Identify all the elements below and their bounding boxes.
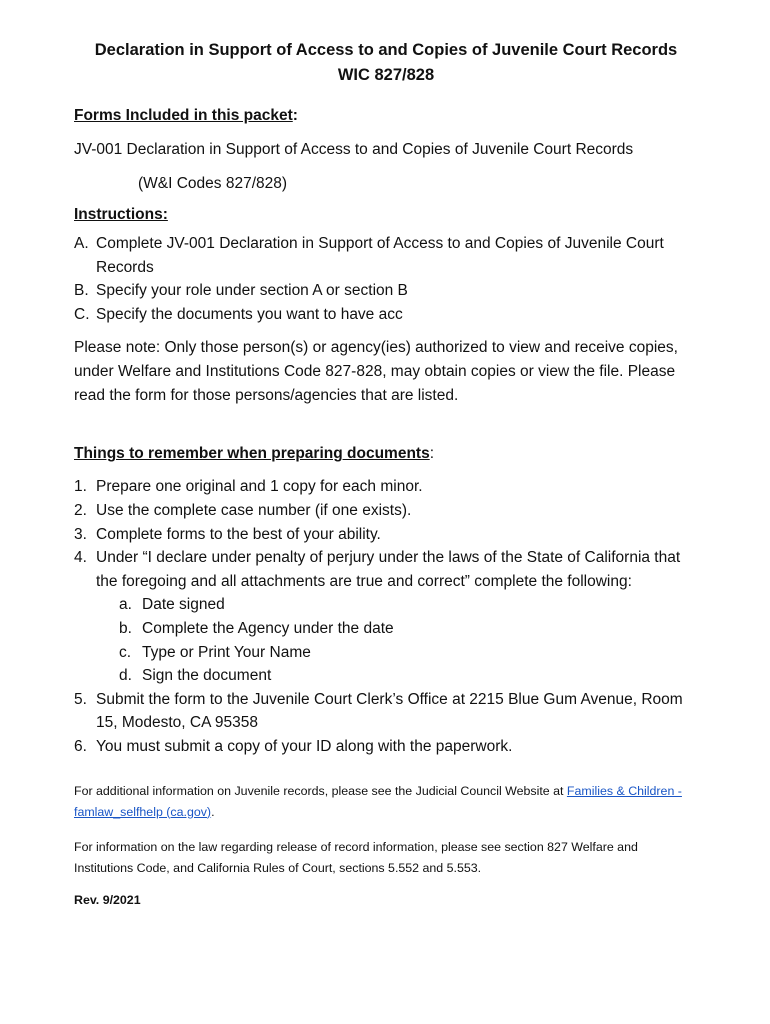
substep-marker: b. bbox=[119, 619, 132, 637]
step-marker: 5. bbox=[74, 690, 87, 708]
step-item bbox=[74, 688, 698, 735]
instructions-list bbox=[74, 232, 698, 326]
remember-heading-line bbox=[74, 442, 698, 466]
substep-item bbox=[119, 617, 698, 641]
substep-item bbox=[119, 641, 698, 665]
step-text: Use the complete case number (if one exists). bbox=[96, 501, 412, 519]
step-marker: 3. bbox=[74, 525, 87, 543]
substeps-list bbox=[119, 593, 698, 687]
substep-text: Date signed bbox=[142, 596, 225, 614]
additional-info bbox=[74, 781, 698, 823]
step-marker: 1. bbox=[74, 478, 87, 496]
step-item bbox=[74, 523, 698, 547]
law-info: For information on the law regarding release of record information, please see section 827 Welfare and Institutions Code, and California Rules of Court, sections 5.552 and 5.553. bbox=[74, 839, 638, 875]
substep-marker: a. bbox=[119, 596, 132, 614]
instruction-text: Complete JV-001 Declaration in Support of Access to and Copies of Juvenile Court Records bbox=[96, 235, 664, 276]
substep-text: Sign the document bbox=[142, 667, 272, 685]
remember-heading-colon: : bbox=[429, 445, 435, 463]
substep-text: Type or Print Your Name bbox=[142, 643, 311, 661]
instruction-item bbox=[74, 303, 698, 327]
step-text: Complete forms to the best of your ability. bbox=[96, 525, 381, 543]
remember-heading: Things to remember when preparing documents bbox=[74, 445, 430, 463]
instruction-marker: A. bbox=[74, 235, 89, 252]
document-title bbox=[74, 38, 698, 88]
step-text: Under “I declare under penalty of perjury under the laws of the State of California that the foregoing and all attachments are true and correct” complete the following: bbox=[96, 549, 681, 590]
step-text: You must submit a copy of your ID along with the paperwork. bbox=[96, 737, 513, 755]
title-line-1: Declaration in Support of Access to and Copies of Juvenile Court Records bbox=[94, 41, 678, 59]
instructions-heading: Instructions: bbox=[74, 206, 168, 223]
steps-list bbox=[74, 475, 698, 758]
step-marker: 6. bbox=[74, 737, 87, 755]
families-children-link[interactable]: Families & Children - famlaw_selfhelp (ca.gov) bbox=[74, 783, 682, 819]
step-text: Submit the form to the Juvenile Court Clerk’s Office at 2215 Blue Gum Avenue, Room 15, Modesto, CA 95358 bbox=[96, 690, 683, 732]
form-item-codes: (W&I Codes 827/828) bbox=[138, 175, 288, 192]
step-marker: 4. bbox=[74, 549, 87, 567]
title-line-2: WIC 827/828 bbox=[337, 66, 435, 84]
substep-marker: d. bbox=[119, 667, 132, 685]
substep-text: Complete the Agency under the date bbox=[142, 619, 394, 637]
instruction-text: Specify your role under section A or section B bbox=[96, 282, 408, 300]
substep-item bbox=[119, 593, 698, 617]
step-item bbox=[74, 546, 698, 593]
instruction-item bbox=[74, 232, 698, 279]
forms-heading: Forms Included in this packet bbox=[74, 107, 293, 124]
forms-heading-colon: : bbox=[292, 107, 298, 124]
instruction-item bbox=[74, 279, 698, 303]
instruction-marker: B. bbox=[74, 282, 89, 300]
step-item bbox=[74, 499, 698, 523]
instruction-text: Specify the documents you want to have acc bbox=[96, 305, 403, 323]
step-marker: 2. bbox=[74, 501, 87, 519]
additional-info-period: . bbox=[211, 804, 215, 819]
substep-item bbox=[119, 664, 698, 688]
step-item bbox=[74, 735, 698, 759]
step-text: Prepare one original and 1 copy for each minor. bbox=[96, 478, 423, 496]
substep-marker: c. bbox=[119, 643, 132, 661]
step-item bbox=[74, 475, 698, 499]
forms-heading-line bbox=[74, 104, 698, 128]
instruction-marker: C. bbox=[74, 305, 90, 323]
additional-info-text: For additional information on Juvenile records, please see the Judicial Council Website at bbox=[74, 783, 567, 798]
form-item: JV-001 Declaration in Support of Access to and Copies of Juvenile Court Records bbox=[74, 141, 634, 158]
revision-date: Rev. 9/2021 bbox=[74, 892, 141, 907]
access-note: Please note: Only those person(s) or agency(ies) authorized to view and receive copies, under Welfare and Institutions Code 827-828, may obtain copies or view the file. Please read the form for those persons/agencies that are listed. bbox=[74, 339, 678, 405]
substeps-container bbox=[74, 593, 698, 687]
